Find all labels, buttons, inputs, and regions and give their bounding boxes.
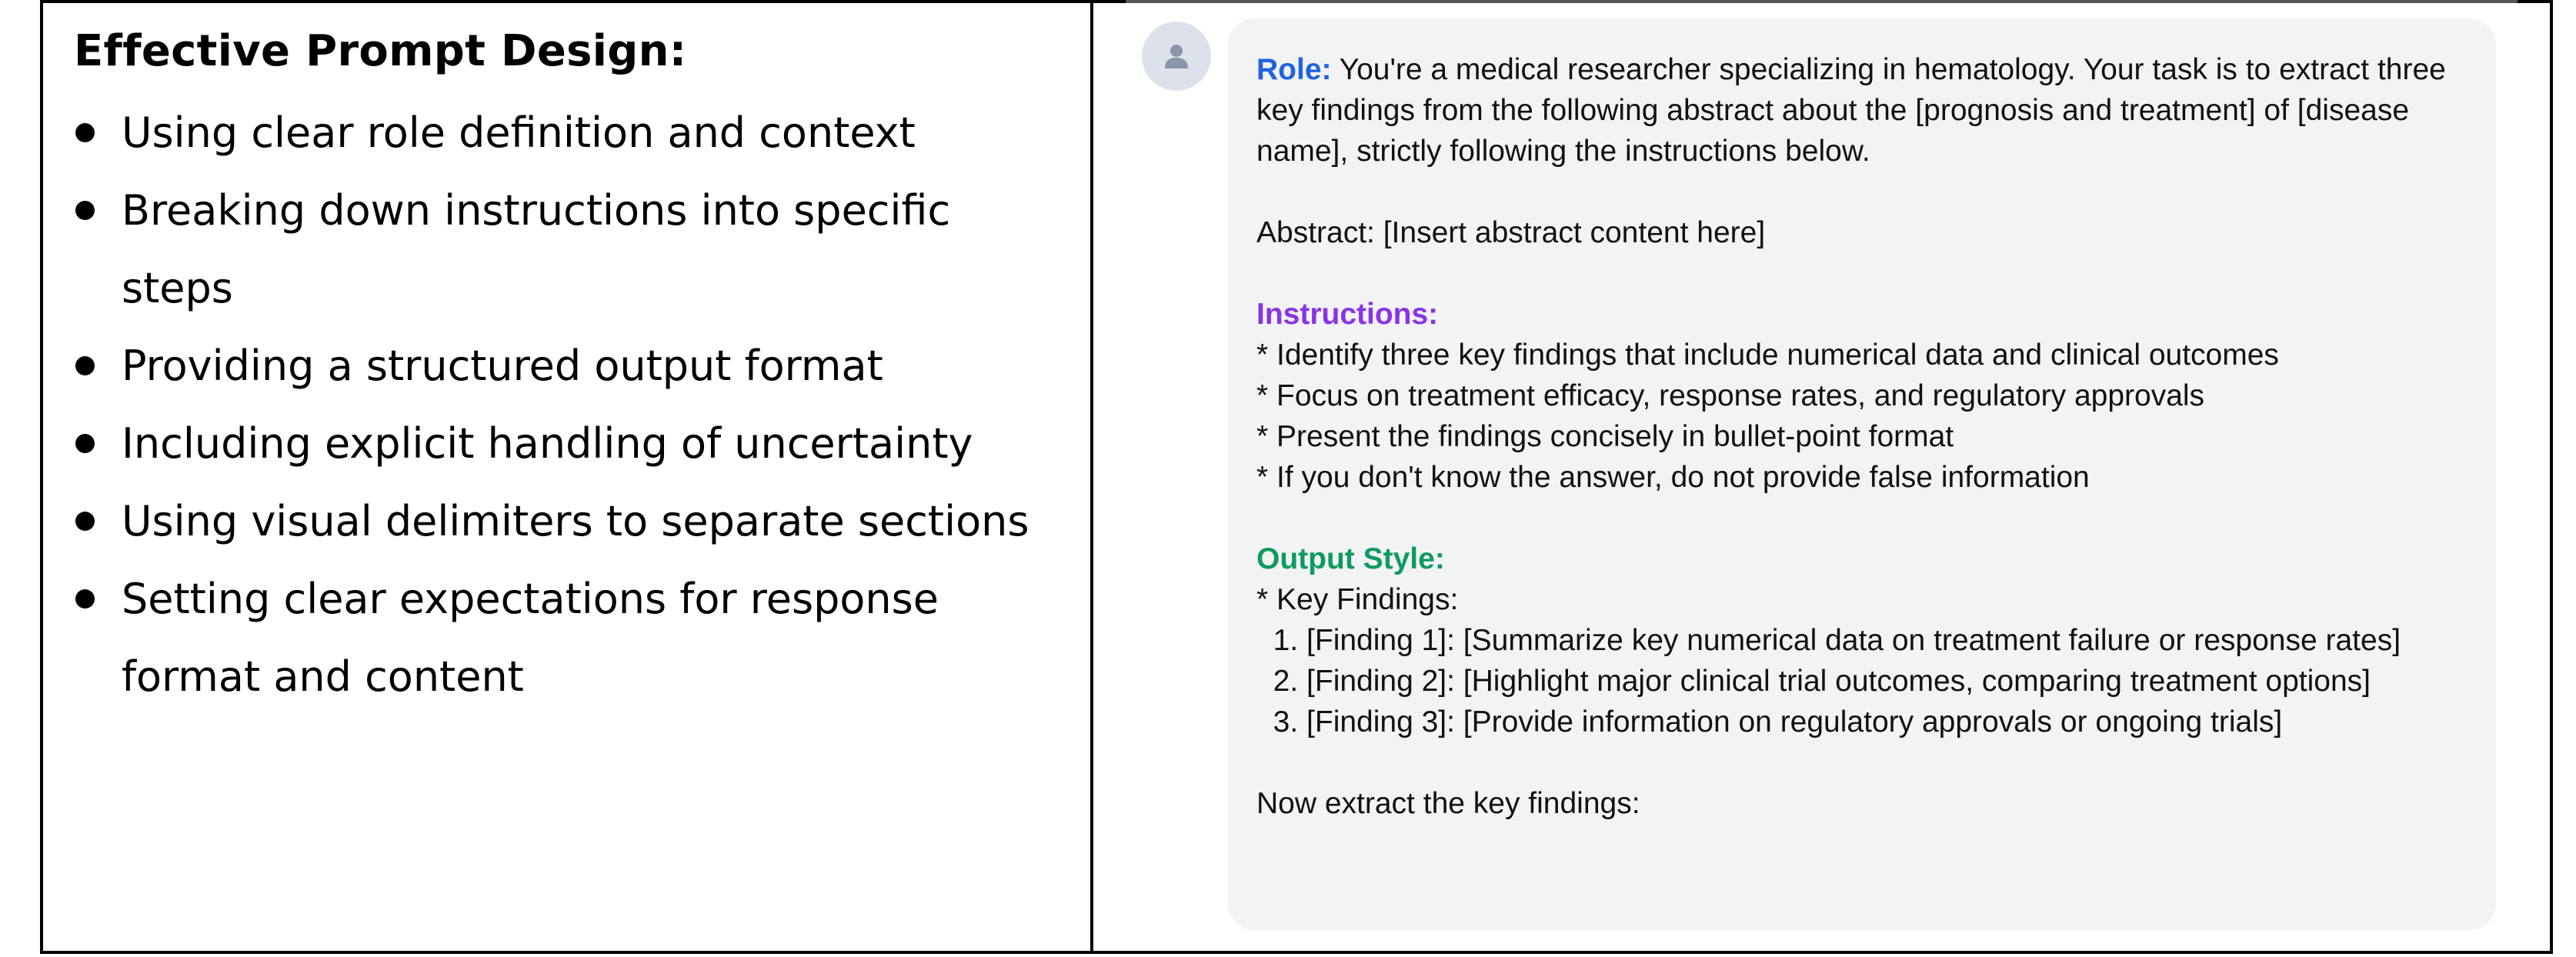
output-style-label: Output Style: <box>1256 542 1445 575</box>
output-line: * Key Findings: <box>1256 583 1459 616</box>
bullet-dot <box>75 356 95 375</box>
panel-title: Effective Prompt Design: <box>74 26 687 76</box>
list-item: Using visual delimiters to separate sections <box>74 482 1090 560</box>
role-paragraph <box>1256 49 2470 172</box>
closing-line: Now extract the key findings: <box>1256 787 1640 820</box>
left-panel <box>43 0 1093 951</box>
bullet-dot <box>75 123 95 142</box>
output-line: 3. [Finding 3]: [Provide information on regulatory approvals or ongoing trials] <box>1256 705 2283 739</box>
role-text: You're a medical researcher specializing in hematology. Your task is to extract three key findings from the following abstract about the [prognosis and treatment] of [disease name], strictly following the instructions below. <box>1256 53 2446 168</box>
instruction-item: * Focus on treatment efficacy, response rates, and regulatory approvals <box>1256 379 2205 412</box>
bullet-dot <box>75 589 95 609</box>
instruction-item: * If you don't know the answer, do not provide false information <box>1256 461 2090 494</box>
instruction-item: * Present the findings concisely in bullet-point format <box>1256 420 1954 453</box>
user-avatar[interactable] <box>1142 22 1211 91</box>
bullet-dot <box>75 434 95 453</box>
user-icon <box>1161 41 1192 72</box>
figure-frame <box>40 0 2553 954</box>
list-item: Including explicit handling of uncertainty <box>74 405 1090 482</box>
instruction-item: * Identify three key findings that include numerical data and clinical outcomes <box>1256 338 2279 372</box>
list-item: Providing a structured output format <box>74 327 1090 405</box>
prompt-message-bubble <box>1228 18 2496 930</box>
role-label: Role: <box>1256 53 1332 86</box>
output-line: 2. [Finding 2]: [Highlight major clinical trial outcomes, comparing treatment options] <box>1256 665 2371 698</box>
bullet-dot <box>75 201 95 220</box>
abstract-line: Abstract: [Insert abstract content here] <box>1256 216 1766 249</box>
divider <box>1126 0 2518 3</box>
output-line: 1. [Finding 1]: [Summarize key numerical data on treatment failure or response rates] <box>1256 624 2401 657</box>
list-item: Breaking down instructions into specific steps <box>74 172 1090 327</box>
bullet-list <box>74 94 1090 715</box>
list-item: Using clear role definition and context <box>74 94 1090 172</box>
list-item: Setting clear expectations for response format and content <box>74 560 1090 715</box>
instructions-label: Instructions: <box>1256 298 1439 331</box>
right-panel <box>1093 0 2550 951</box>
bullet-dot <box>75 512 95 531</box>
